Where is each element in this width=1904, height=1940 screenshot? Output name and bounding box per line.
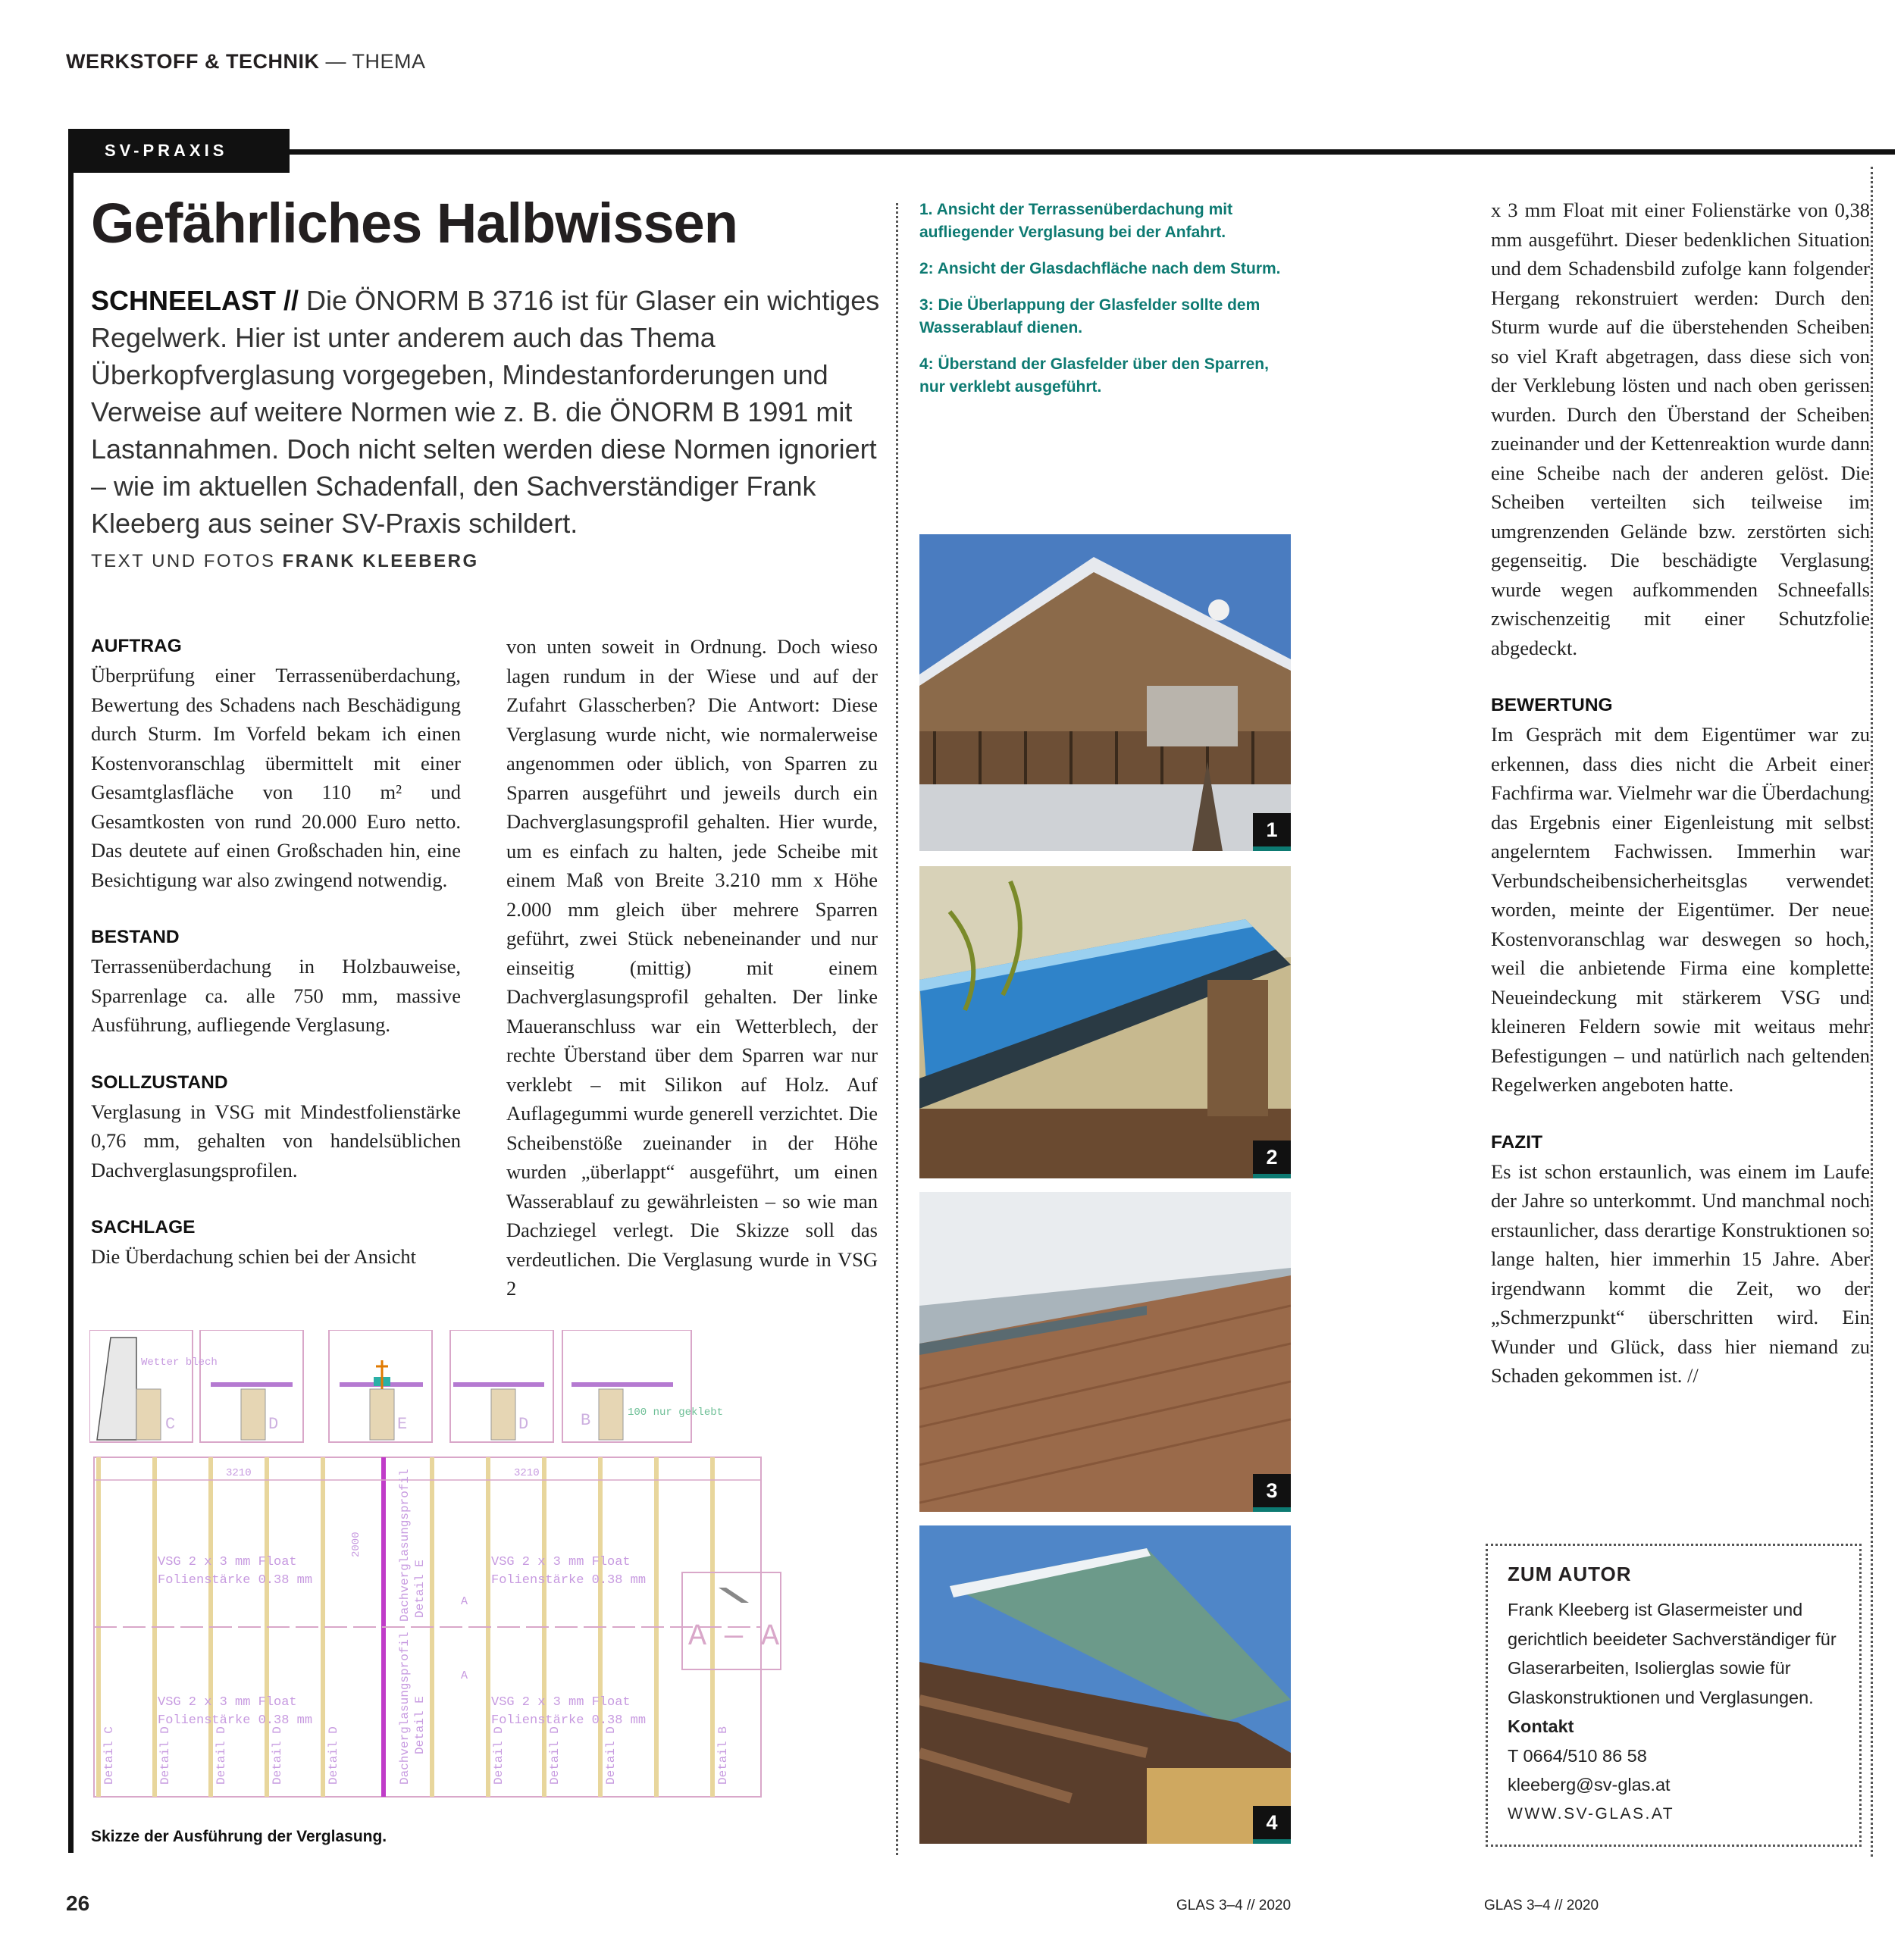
caption-1: 1. Ansicht der Terrassenüberdachung mit aufliegender Verglasung bei der Anfahrt.	[919, 201, 1233, 241]
author-heading: ZUM AUTOR	[1508, 1563, 1632, 1585]
caption-4: 4: Überstand der Glasfelder über den Sparren, nur verklebt ausgeführt.	[919, 355, 1269, 396]
bottom-detail-d4: Detail D	[327, 1726, 340, 1785]
section-name: WERKSTOFF & TECHNIK	[66, 50, 320, 73]
byline-prefix: TEXT UND FOTOS	[91, 551, 283, 571]
paragraph-sollzustand: Verglasung in VSG mit Mindestfolienstärke 0,76 mm, gehalten von handelsüblichen Dachverglasungsprofilen.	[91, 1100, 461, 1181]
paragraph-sachlage: Die Überdachung schien bei der Ansicht	[91, 1245, 417, 1268]
author-contact-label: Kontakt	[1508, 1716, 1574, 1736]
nur-geklebt-label: 100 nur geklebt	[628, 1406, 724, 1419]
author-box	[1486, 1544, 1862, 1847]
issue-label-left: GLAS 3–4 // 2020	[1176, 1898, 1292, 1913]
caption-3: 3: Die Überlappung der Glasfelder sollte dem Wasserablauf dienen.	[919, 296, 1260, 336]
bottom-detail-d2: Detail D	[215, 1726, 228, 1785]
glass-label-bl-1: VSG 2 x 3 mm Float	[158, 1695, 297, 1710]
section-aa: A — A	[688, 1620, 780, 1654]
author-bio: Frank Kleeberg ist Glasermeister und gerichtlich beeideter Sachverständiger für Glaserarbeiten, Isolierglas sowie für Glaskonstruktionen und Verglasungen.	[1508, 1600, 1837, 1707]
wetterblech-label: Wetter blech	[141, 1356, 218, 1369]
glass-label-tr-1: VSG 2 x 3 mm Float	[491, 1555, 631, 1569]
photo-1	[919, 534, 1291, 851]
caption-2: 2: Ansicht der Glasdachfläche nach dem Sturm.	[919, 260, 1281, 277]
detail-box-b: B	[581, 1411, 591, 1430]
profile-label-top: Dachverglasungsprofil	[398, 1469, 412, 1622]
text-column-2	[506, 632, 878, 1332]
paragraph-fazit: Es ist schon erstaunlich, was einem im Laufe der Jahre so unterkommt. Und manchmal noch erstaunlicher, dass derartige Konstruktionen so lange halten, hier immerhin 15 Jahre. Aber irgendwann kommt die Zeit, wo der „Schmerzpunkt“ überschritten wird. Ein Wunder und Glück, dass hier niemand zu Schaden gekommen ist. //	[1491, 1159, 1870, 1387]
top-rule	[68, 149, 1895, 155]
bottom-detail-c: Detail C	[102, 1726, 116, 1785]
detail-box-d2: D	[518, 1415, 529, 1434]
bottom-detail-d1: Detail D	[158, 1726, 172, 1785]
photo-4	[919, 1525, 1291, 1844]
bottom-detail-b: Detail B	[716, 1726, 730, 1785]
issue-label-right: GLAS 3–4 // 2020	[1484, 1898, 1599, 1913]
paragraph-sachlage-cont: von unten soweit in Ordnung. Doch wieso lagen rundum in der Wiese und auf der Zufahrt Glasscherben? Die Antwort: Diese Verglasung wurde nicht, wie normalerweise angenommen oder üblich, von Sparren zu Sparren ausgeführt und jeweils durch ein Dachverglasungsprofil gehalten. Hier wurde, um es einfach zu halten, jede Scheibe mit einem Maß von Breite 3.210 mm x Höhe 2.000 mm gleich über mehrere Sparren geführt, zwei Stück nebeneinander und nur einseitig (mittig) mit einem Dachverglasungsprofil gehalten. Der linke Maueranschluss war ein Wetterblech, der rechte Überstand über dem Sparren war nur verklebt – mit Silikon auf Holz. Auf Auflagegummi wurde generell verzichtet. Die Scheibenstöße zueinander in der Höhe wurden „überlappt“ ausgeführt, um einen Wasserablauf zu gewährleisten – so wie man Dachziegel verlegt. Die Skizze soll das verdeutlichen. Die Verglasung wurde in VSG 2	[506, 635, 878, 1300]
column-divider	[896, 203, 898, 1855]
heading-sollzustand: SOLLZUSTAND	[91, 1072, 228, 1093]
heading-bestand: BESTAND	[91, 927, 180, 947]
photo-captions	[919, 199, 1298, 412]
glass-label-tl-2: Folienstärke 0.38 mm	[158, 1573, 313, 1588]
left-rule	[68, 129, 74, 1853]
column-divider-right	[1871, 167, 1873, 1857]
article-lead	[91, 282, 887, 542]
bottom-detail-d3: Detail D	[271, 1726, 284, 1785]
detail-e-label-top: Detail E	[413, 1560, 427, 1618]
paragraph-bewertung: Im Gespräch mit dem Eigentümer war zu erkennen, dass dies nicht die Arbeit einer Fachfirma war. Vielmehr war die Überdachung das Ergebnis einer Eigenleistung mit selbst angelerntem Fachwissen. Immerhin war Verbundscheibensicherheitsglas verwendet worden, meinte der Eigentümer. Der neue Kostenvoranschlag war deswegen so hoch, weil die anbietende Firma eine komplette Neueindeckung mit stärkerem VSG und kleineren Feldern sowie mit weitaus mehr Befestigungen – und natürlich nach geltenden Regelwerken angeboten hatte.	[1491, 723, 1870, 1096]
photo-1-badge: 1	[1253, 813, 1291, 851]
detail-box-d1: D	[268, 1415, 279, 1434]
text-column-3	[1491, 196, 1870, 1419]
article-title: Gefährliches Halbwissen	[91, 192, 738, 255]
photo-3-badge: 3	[1253, 1474, 1291, 1512]
author-phone: T 0664/510 86 58	[1508, 1745, 1647, 1766]
section-subname: — THEMA	[325, 50, 426, 73]
section-header	[66, 50, 426, 74]
heading-fazit: FAZIT	[1491, 1131, 1543, 1153]
paragraph-auftrag: Überprüfung einer Terrassenüberdachung, Bewertung des Schadens nach Beschädigung durch Sturm. Im Vorfeld bekam ich einen Kostenvoranschlag übermittelt mit einer Gesamtglasfläche von 110 m² und Gesamtkosten von rund 20.000 Euro netto. Das deutete auf einen Großschaden hin, eine Besichtigung war also zwingend notwendig.	[91, 664, 461, 891]
bottom-detail-d5: Detail D	[492, 1726, 506, 1785]
paragraph-sachlage-end: x 3 mm Float mit einer Folienstärke von 0,38 mm ausgeführt. Dieser bedenklichen Situation und dem Schadensbild zufolge kann folgender Hergang rekonstruiert werden: Durch den Sturm wurde auf die überstehenden Scheiben so viel Kraft abgetragen, dass diese sich von der Verklebung lösten und nach oben gerissen wurden. Durch den Überstand der Scheiben zueinander und der Kettenreaktion wurde dann eine Scheibe nach der anderen gelöst. Die Scheiben verteilten sich teilweise im umgrenzenden Gelände bzw. zerstörten sich gegenseitig. Die beschädigte Verglasung wurde wegen aufkommenden Schneefalls zwischenzeitig mit einer Schutzfolie abgedeckt.	[1491, 199, 1870, 659]
section-mark-top: A	[461, 1595, 468, 1608]
page-number: 26	[66, 1892, 90, 1915]
kicker-label: SV-PRAXIS	[68, 129, 290, 173]
detail-box-c: C	[165, 1415, 176, 1434]
author-website[interactable]: WWW.SV-GLAS.AT	[1508, 1804, 1675, 1823]
detail-box-e: E	[397, 1415, 408, 1434]
photo-4-badge: 4	[1253, 1806, 1291, 1844]
glass-label-br-1: VSG 2 x 3 mm Float	[491, 1695, 631, 1710]
glass-label-bl-2: Folienstärke 0.38 mm	[158, 1713, 313, 1728]
width-dim-right: 3210	[514, 1467, 540, 1479]
bottom-detail-d6: Detail D	[548, 1726, 562, 1785]
bottom-detail-d7: Detail D	[604, 1726, 618, 1785]
byline	[91, 551, 479, 572]
detail-e-label-bottom: Detail E	[413, 1696, 427, 1754]
photo-2-badge: 2	[1253, 1141, 1291, 1178]
glass-label-tl-1: VSG 2 x 3 mm Float	[158, 1555, 297, 1569]
sketch-caption: Skizze der Ausführung der Verglasung.	[91, 1828, 387, 1845]
profile-label-bottom: Dachverglasungsprofil	[398, 1632, 412, 1785]
photo-3	[919, 1192, 1291, 1512]
heading-bewertung: BEWERTUNG	[1491, 695, 1613, 715]
text-column-1	[91, 632, 461, 1300]
width-dim-left: 3210	[226, 1467, 252, 1479]
heading-sachlage: SACHLAGE	[91, 1217, 196, 1238]
glass-label-tr-2: Folienstärke 0.38 mm	[491, 1573, 647, 1588]
lead-text: Die ÖNORM B 3716 ist für Glaser ein wichtiges Regelwerk. Hier ist unter anderem auch das Thema Überkopfverglasung vorgegeben, Mindestanforderungen und Verweise auf weitere Normen wie z. B. die ÖNORM B 1991 mit Lastannahmen. Doch nicht selten werden diese Normen ignoriert – wie im aktuellen Schadenfall, den Sachverständiger Frank Kleeberg aus seiner SV-Praxis schildert.	[91, 285, 880, 539]
photo-2	[919, 866, 1291, 1178]
glass-label-br-2: Folienstärke 0.38 mm	[491, 1713, 647, 1728]
height-dim: 2000	[350, 1532, 362, 1557]
lead-tag: SCHNEELAST //	[91, 285, 299, 316]
section-mark-bottom: A	[461, 1669, 468, 1682]
glazing-sketch	[89, 1330, 787, 1815]
heading-auftrag: AUFTRAG	[91, 636, 182, 656]
author-email[interactable]: kleeberg@sv-glas.at	[1508, 1775, 1671, 1794]
byline-author: FRANK KLEEBERG	[282, 551, 479, 571]
paragraph-bestand: Terrassenüberdachung in Holzbauweise, Sparrenlage ca. alle 750 mm, massive Ausführung, aufliegende Verglasung.	[91, 955, 461, 1036]
